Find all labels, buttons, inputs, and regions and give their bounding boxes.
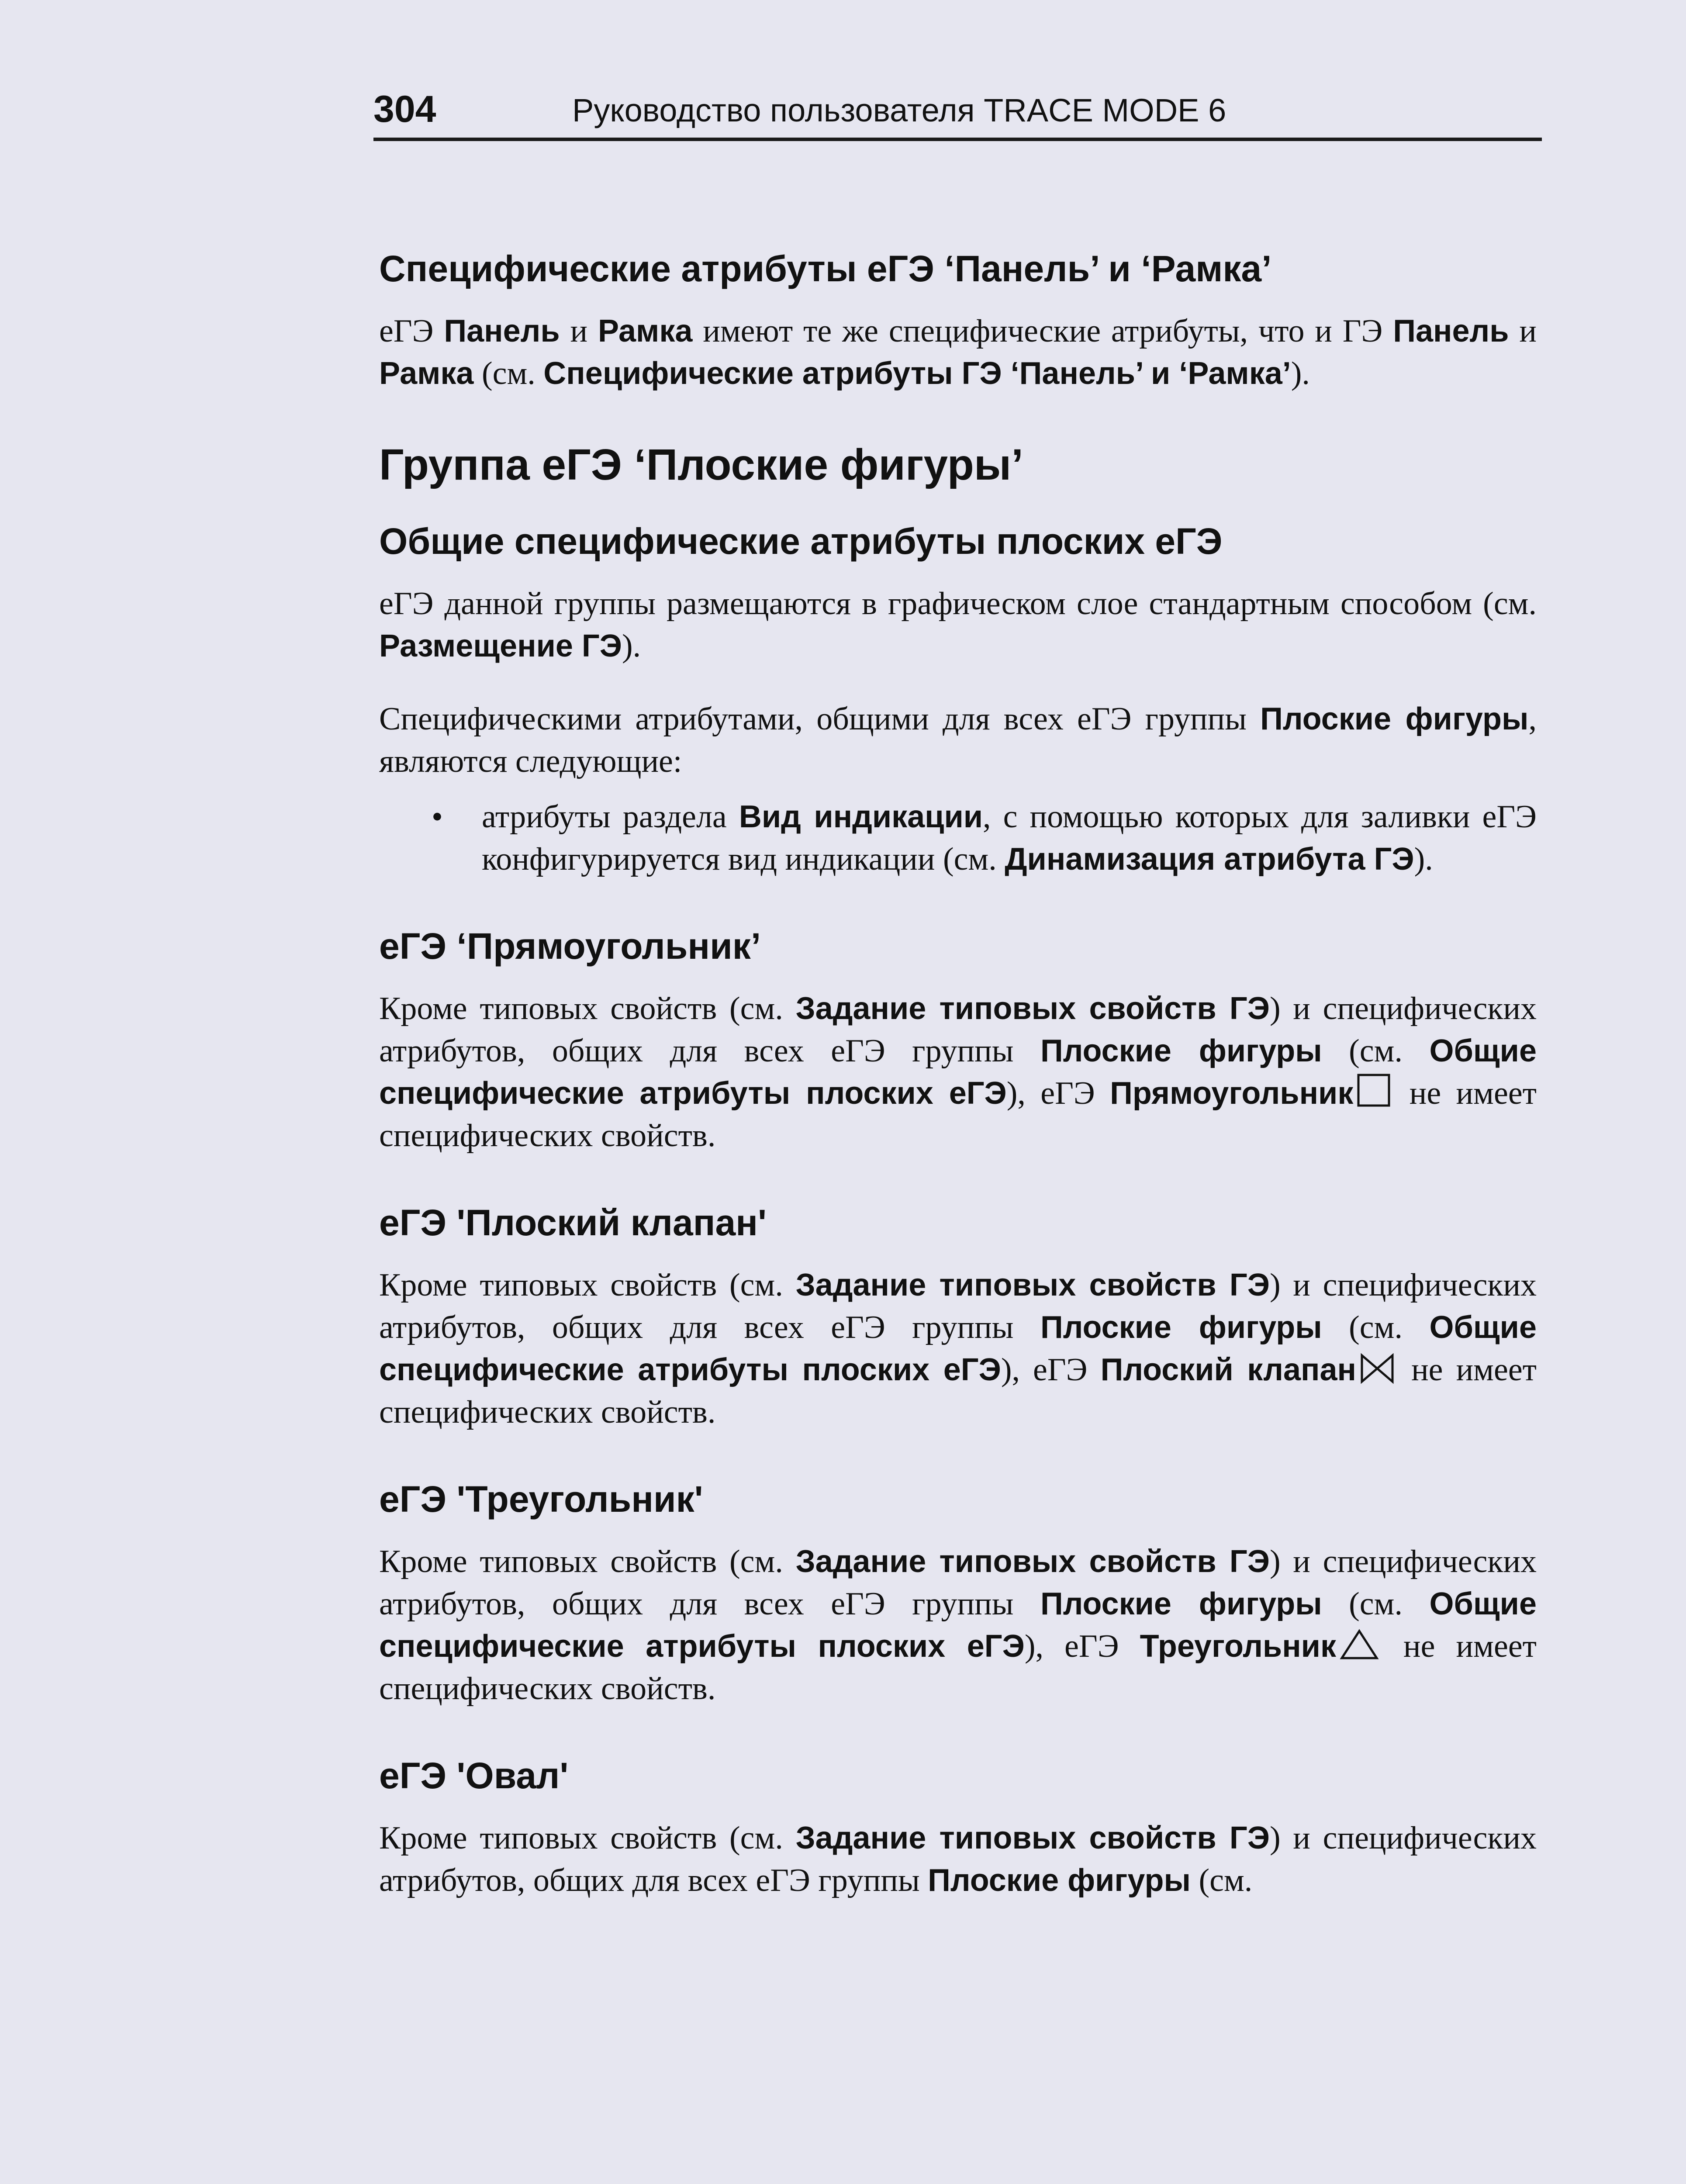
paragraph-triangle: Кроме типовых свойств (см. Задание типовых свойств ГЭ) и специфических атрибутов, общих для всех еГЭ группы Плоские фигуры (см. Общие специфические атрибуты плоских еГЭ), еГЭ Треугольник не имеет специфических свойств.: [379, 1544, 1537, 1707]
rectangle-icon: [1357, 1073, 1391, 1107]
list-item: • атрибуты раздела Вид индикации, с помощью которых для заливки еГЭ конфигурируется вид индикации (см. Динамизация атрибута ГЭ).: [379, 796, 1537, 881]
section-heading-triangle: еГЭ 'Треугольник': [379, 1479, 703, 1520]
paragraph-flat-valve: Кроме типовых свойств (см. Задание типовых свойств ГЭ) и специфических атрибутов, общих для всех еГЭ группы Плоские фигуры (см. Общие специфические атрибуты плоских еГЭ), еГЭ Плоский клапан не имеет специфических свойств.: [379, 1267, 1537, 1430]
paragraph-rectangle: Кроме типовых свойств (см. Задание типовых свойств ГЭ) и специфических атрибутов, общих для всех еГЭ группы Плоские фигуры (см. Общие специфические атрибуты плоских еГЭ), еГЭ Прямоугольник не имеет специфических свойств.: [379, 991, 1537, 1154]
paragraph-placement: еГЭ данной группы размещаются в графическом слое стандартным способом (см. Размещение ГЭ).: [379, 586, 1537, 664]
section-heading-rectangle: еГЭ ‘Прямоугольник’: [379, 926, 761, 967]
cross-reference: Динамизация атрибута ГЭ: [1005, 842, 1414, 877]
page-content: [379, 245, 1537, 1932]
group-heading-flat-shapes: Группа еГЭ ‘Плоские фигуры’: [379, 440, 1024, 489]
bullet-mark: •: [432, 799, 443, 835]
triangle-icon: [1340, 1629, 1379, 1660]
paragraph-common-attributes: Специфическими атрибутами, общими для всех еГЭ группы Плоские фигуры, являются следующие:: [379, 701, 1537, 779]
cross-reference: Специфические атрибуты ГЭ ‘Панель’ и ‘Рамка’: [543, 356, 1291, 391]
cross-reference: Размещение ГЭ: [379, 629, 622, 663]
section-heading-flat-valve: еГЭ 'Плоский клапан': [379, 1202, 767, 1243]
paragraph-panel-frame: еГЭ Панель и Рамка имеют те же специфические атрибуты, что и ГЭ Панель и Рамка (см. Специфические атрибуты ГЭ ‘Панель’ и ‘Рамка’).: [379, 313, 1537, 391]
valve-icon: [1360, 1353, 1395, 1384]
paragraph-oval: Кроме типовых свойств (см. Задание типовых свойств ГЭ) и специфических атрибутов, общих для всех еГЭ группы Плоские фигуры (см.: [379, 1820, 1537, 1898]
page-number: 304: [373, 88, 436, 130]
attributes-list: [379, 796, 1537, 881]
section-heading-panel-frame: Специфические атрибуты еГЭ ‘Панель’ и ‘Рамка’: [379, 248, 1272, 289]
running-header: [373, 85, 1542, 141]
running-title: Руководство пользователя TRACE MODE 6: [572, 92, 1226, 128]
section-heading-oval: еГЭ 'Овал': [379, 1755, 569, 1796]
section-heading-common-attributes: Общие специфические атрибуты плоских еГЭ: [379, 521, 1223, 562]
